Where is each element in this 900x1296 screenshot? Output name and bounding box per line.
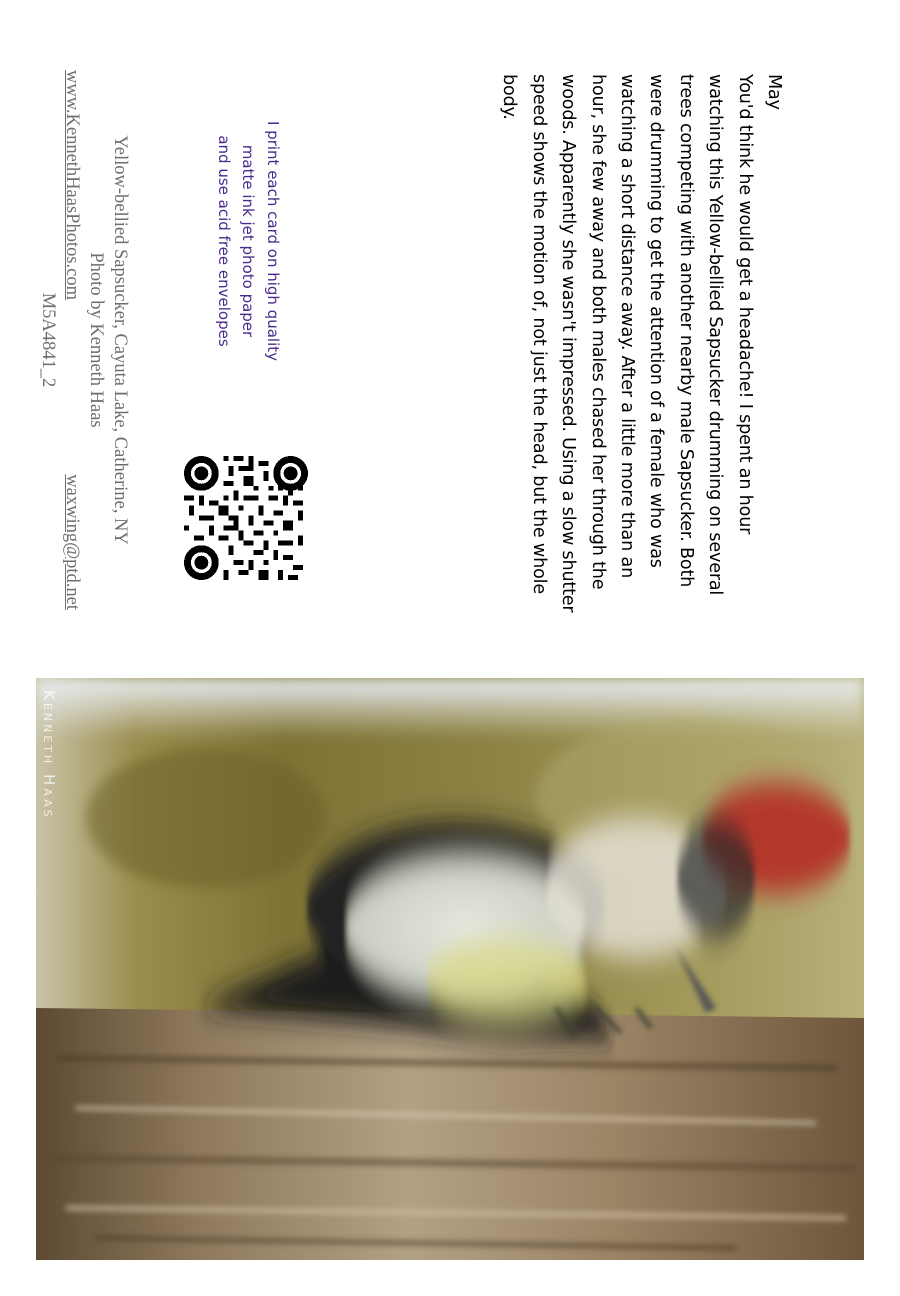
watermark [36, 690, 66, 890]
photo-code: M5A4841_2 [38, 292, 58, 388]
print-note [205, 96, 285, 386]
email-link[interactable]: waxwing@ptd.net [62, 474, 82, 610]
website-link[interactable]: www.KennethHaasPhotos.com [62, 70, 82, 301]
photographer-credit: Photo by Kenneth Haas [86, 252, 106, 428]
credits-block [24, 70, 132, 610]
watermark-text: Kenneth Haas [40, 690, 58, 820]
print-note-line: matte ink jet photo paper [239, 144, 258, 338]
print-note-line: and use acid free envelopes [215, 135, 233, 347]
sapsucker-photo [36, 678, 864, 1260]
story-month: May [764, 74, 784, 110]
story-block [478, 74, 788, 614]
story-text: You'd think he would get a headache! I spent an hour watching this Yellow-bellied Sapsucker drumming on several trees competing with another nearby male Sapsucker. Both were drumming to get the attention of a female who was watching a short distance away. After a little more than an hour, she few away and both males chased her through the woods. Apparently she wasn't impressed. Using a slow shutter speed shows the motion of, not just the head, but the whole body. [499, 74, 755, 613]
qr-code[interactable] [184, 456, 308, 580]
photo-caption: Yellow-bellied Sapsucker, Cayuta Lake, Catherine, NY [110, 135, 130, 545]
print-note-line: I print each card on high quality [264, 120, 282, 361]
